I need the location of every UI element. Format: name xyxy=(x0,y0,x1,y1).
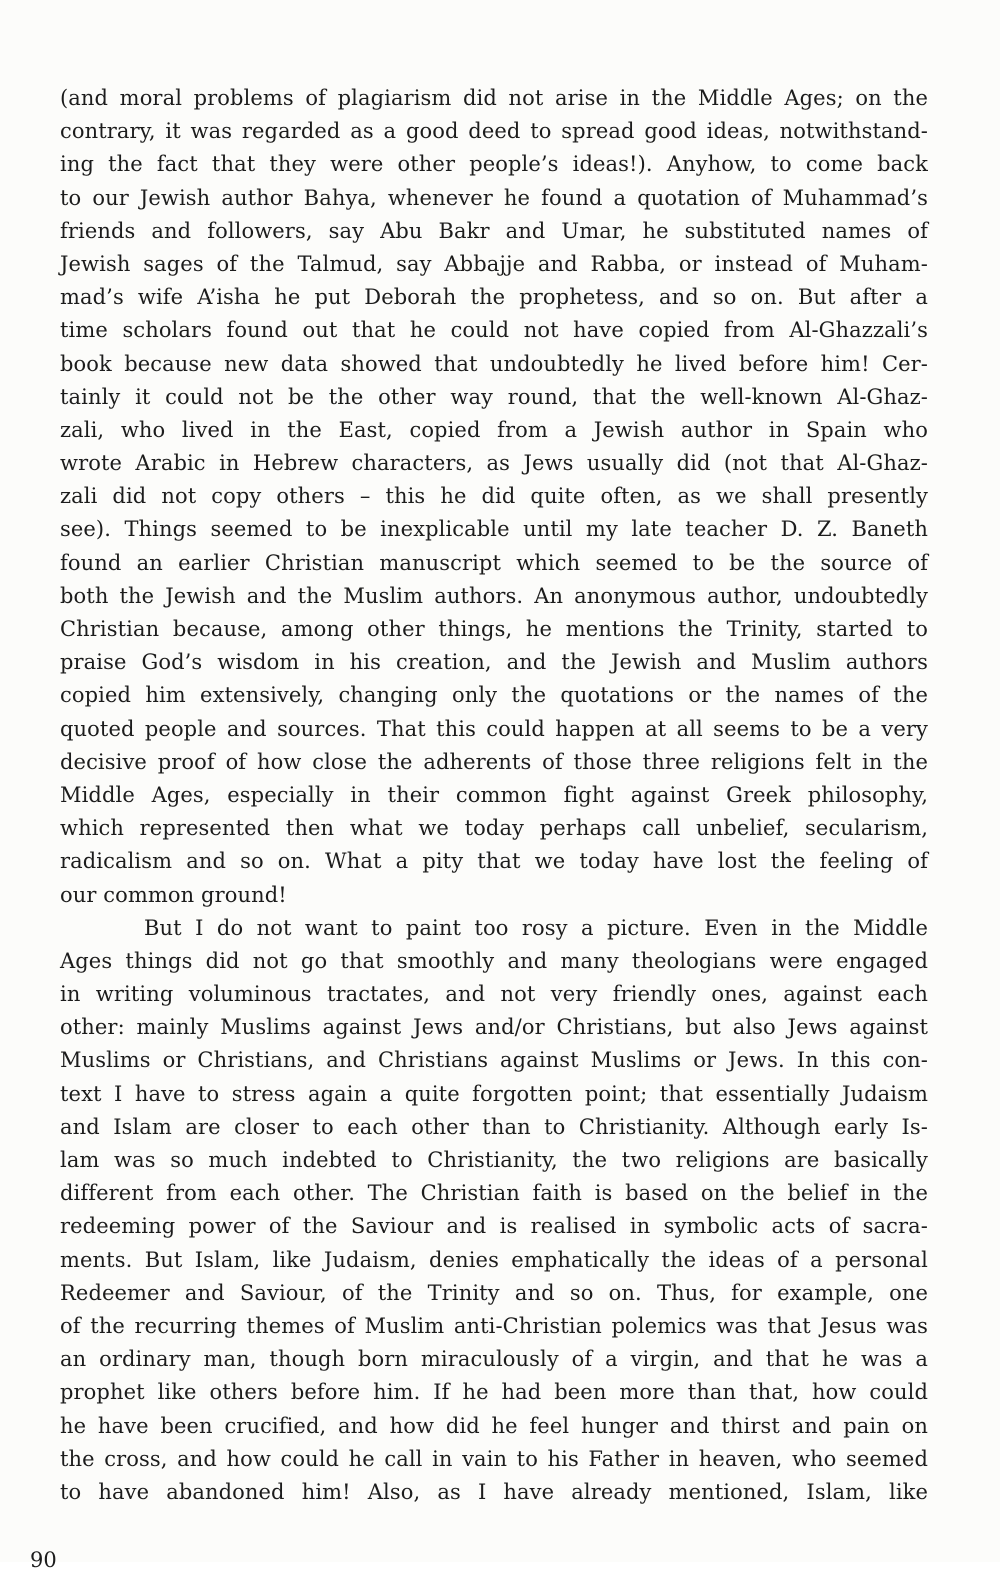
text-line: Middle Ages, especially in their common fight against Greek philosophy, xyxy=(60,782,928,807)
text-line: contrary, it was regarded as a good deed to spread good ideas, notwithstand- xyxy=(60,119,928,144)
text-line: Christian because, among other things, he mentions the Trinity, started to xyxy=(60,617,928,641)
text-line: tainly it could not be the other way round, that the well-known Al-Ghaz- xyxy=(60,384,928,409)
text-line: wrote Arabic in Hebrew characters, as Jews usually did (not that Al-Ghaz- xyxy=(60,451,928,476)
text-line: different from each other. The Christian faith is based on the belief in the xyxy=(60,1181,928,1206)
text-line: of the recurring themes of Muslim anti-Christian polemics was that Jesus was xyxy=(60,1313,928,1338)
text-line: an ordinary man, though born miraculously of a virgin, and that he was a xyxy=(60,1347,928,1372)
paragraph-1 xyxy=(60,82,928,912)
text-line: the cross, and how could he call in vain to his Father in heaven, who seemed xyxy=(60,1446,928,1471)
text-line: friends and followers, say Abu Bakr and Umar, he substituted names of xyxy=(60,218,928,243)
text-line: copied him extensively, changing only the quotations or the names of the xyxy=(60,683,928,708)
text-line: zali, who lived in the East, copied from a Jewish author in Spain who xyxy=(60,417,928,442)
text-line: quoted people and sources. That this could happen at all seems to be a very xyxy=(60,716,928,741)
text-line: in writing voluminous tractates, and not very friendly ones, against each xyxy=(60,982,928,1007)
text-line: mad’s wife A’isha he put Deborah the prophetess, and so on. But after a xyxy=(60,285,928,310)
text-line: and Islam are closer to each other than to Christianity. Although early Is- xyxy=(60,1114,928,1139)
text-line: ing the fact that they were other people’s ideas!). Anyhow, to come back xyxy=(60,152,928,177)
text-line: time scholars found out that he could not have copied from Al-Ghazzali’s xyxy=(60,318,928,343)
text-line: praise God’s wisdom in his creation, and the Jewish and Muslim authors xyxy=(60,650,928,675)
text-line: found an earlier Christian manuscript which seemed to be the source of xyxy=(60,550,928,575)
body-text xyxy=(60,82,928,1509)
text-line: Muslims or Christians, and Christians against Muslims or Jews. In this con- xyxy=(60,1048,928,1073)
text-line: radicalism and so on. What a pity that we today have lost the feeling of xyxy=(60,849,928,874)
text-line: book because new data showed that undoubtedly he lived before him! Cer- xyxy=(60,351,928,376)
text-line: to have abandoned him! Also, as I have already mentioned, Islam, like xyxy=(60,1479,928,1504)
text-line: zali did not copy others – this he did quite often, as we shall presently xyxy=(60,484,928,509)
text-line: both the Jewish and the Muslim authors. An anonymous author, undoubtedly xyxy=(60,583,928,608)
text-line: he have been crucified, and how did he feel hunger and thirst and pain on xyxy=(60,1413,928,1438)
page-number: 90 xyxy=(30,1548,57,1572)
text-line: other: mainly Muslims against Jews and/or Christians, but also Jews against xyxy=(60,1015,928,1040)
text-line: prophet like others before him. If he had been more than that, how could xyxy=(60,1380,928,1405)
text-line: see). Things seemed to be inexplicable until my late teacher D. Z. Baneth xyxy=(60,517,928,542)
text-line: lam was so much indebted to Christianity, the two religions are basically xyxy=(60,1148,928,1172)
text-line: which represented then what we today perhaps call unbelief, secularism, xyxy=(60,816,928,841)
text-line: our common ground! xyxy=(60,882,287,907)
text-line: Redeemer and Saviour, of the Trinity and so on. Thus, for example, one xyxy=(60,1280,928,1305)
text-line: ments. But Islam, like Judaism, denies emphatically the ideas of a personal xyxy=(60,1247,928,1272)
paragraph-2 xyxy=(60,912,928,1509)
text-line: Jewish sages of the Talmud, say Abbajje and Rabba, or instead of Muham- xyxy=(60,251,928,276)
text-line: text I have to stress again a quite forgotten point; that essentially Judaism xyxy=(60,1081,928,1106)
text-line: to our Jewish author Bahya, whenever he found a quotation of Muhammad’s xyxy=(60,185,928,210)
text-line: (and moral problems of plagiarism did not arise in the Middle Ages; on the xyxy=(60,86,928,110)
text-line: Ages things did not go that smoothly and many theologians were engaged xyxy=(60,948,928,973)
text-line: decisive proof of how close the adherents of those three religions felt in the xyxy=(60,749,928,774)
text-line: But I do not want to paint too rosy a picture. Even in the Middle xyxy=(144,915,928,940)
text-line: redeeming power of the Saviour and is realised in symbolic acts of sacra- xyxy=(60,1214,928,1239)
